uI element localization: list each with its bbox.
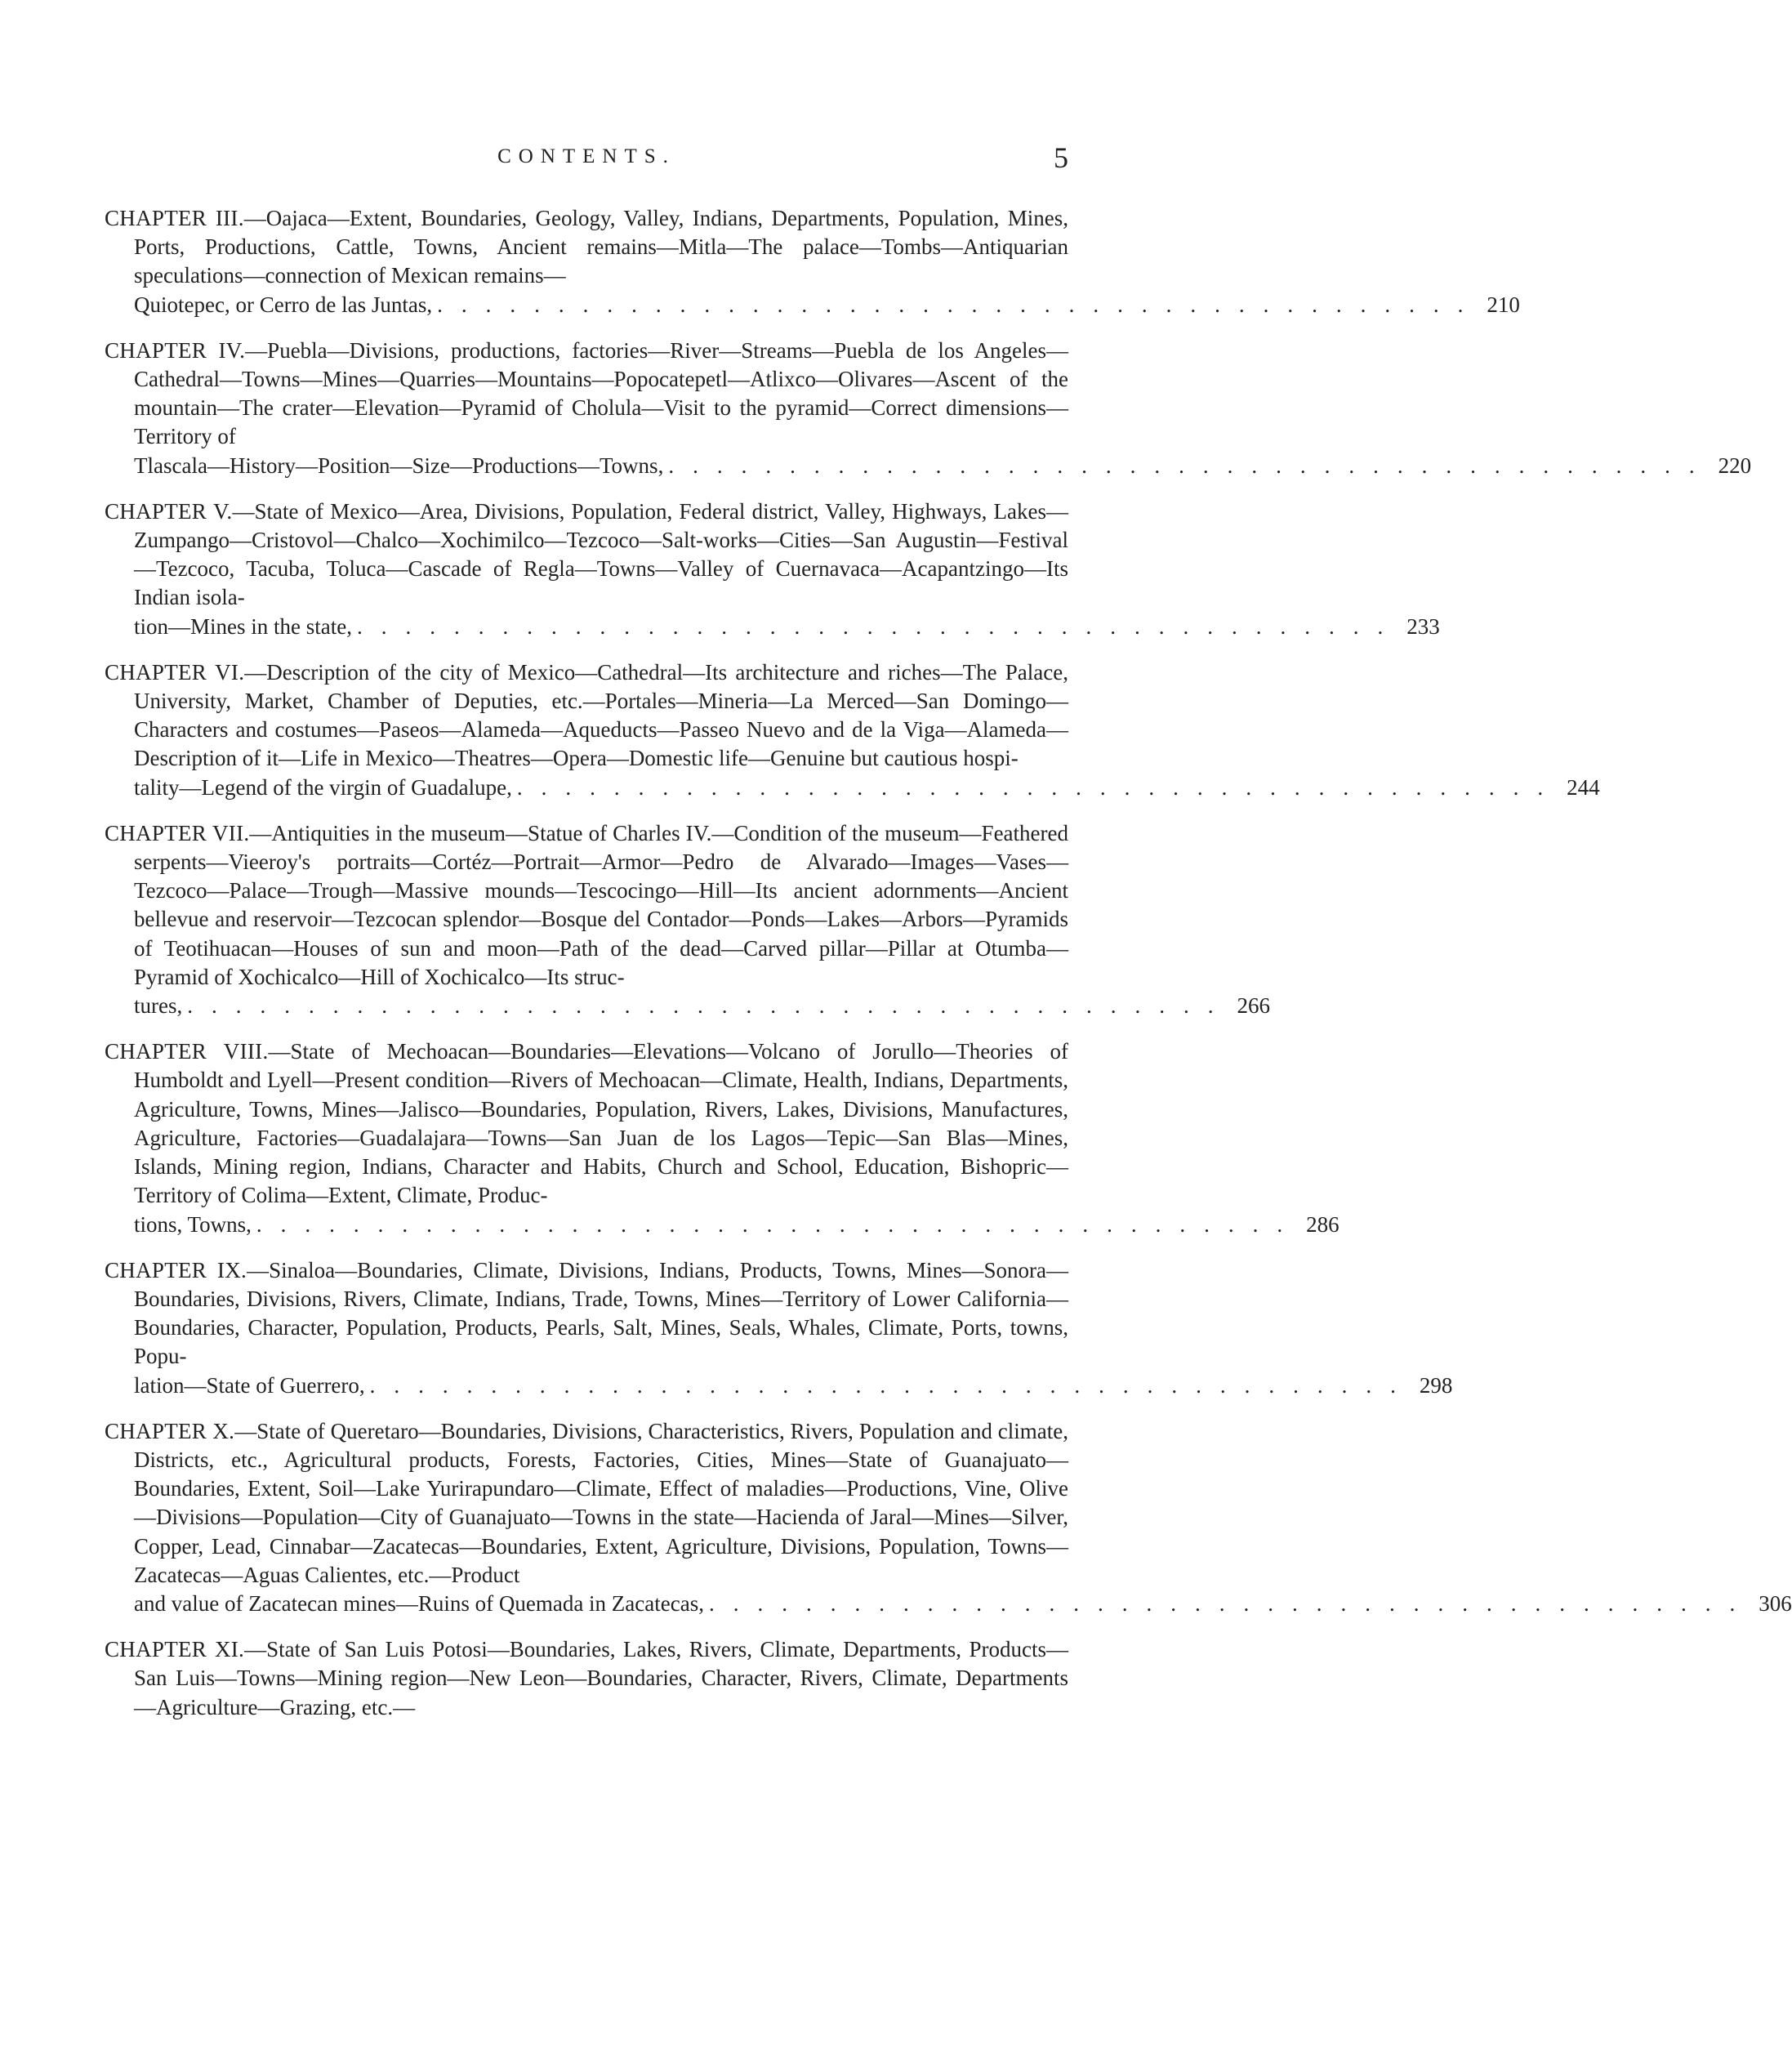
leader-line	[134, 452, 1752, 480]
leader-line	[134, 1371, 1453, 1400]
dot-leader: ...........................................	[256, 1211, 1302, 1237]
dot-leader: ...........................................	[668, 453, 1714, 478]
chapter-page-number: 220	[1718, 453, 1752, 478]
dot-leader: ...........................................	[187, 993, 1233, 1019]
running-title: CONTENTS.	[497, 145, 675, 167]
dot-leader: ...........................................	[437, 292, 1482, 317]
contents-list	[105, 204, 1792, 1739]
chapter-summary: —State of Queretaro—Boundaries, Divisions, Characteristics, Rivers, Population and climate, Districts, etc., Agricultural products, Forests, Factories, Cities, Mines—State of Guanajuato—Boundaries, Extent, Soil—Lake Yurirapundaro—Climate, Effect of maladies—Productions, Vine, Olive—Divisions—Population—City of Guanajuato—Towns in the state—Hacienda of Jaral—Mines—Silver, Copper, Lead, Cinnabar—Zacatecas—Boundaries, Extent, Agriculture, Divisions, Population, Towns—Zacatecas—Aguas Calientes, etc.—Product	[134, 1418, 1068, 1587]
dot-leader: ...........................................	[708, 1590, 1754, 1616]
dot-leader: ...........................................	[356, 613, 1402, 639]
chapter-label: CHAPTER VIII.	[105, 1039, 269, 1064]
leader-line	[134, 1590, 1792, 1618]
chapter-label: CHAPTER VI.	[105, 659, 245, 685]
chapter-summary-end: tion—Mines in the state,	[134, 613, 352, 639]
chapter-label: CHAPTER VII.	[105, 820, 250, 845]
chapter-page-number: 306	[1759, 1590, 1792, 1616]
leader-line	[134, 992, 1270, 1020]
chapter-label: CHAPTER X.	[105, 1418, 235, 1443]
chapter-label: CHAPTER IX.	[105, 1257, 247, 1282]
chapter-summary-end: and value of Zacatecan mines—Ruins of Quemada in Zacatecas,	[134, 1590, 704, 1616]
chapter-page-number: 286	[1306, 1211, 1340, 1237]
chapter-summary: —Sinaloa—Boundaries, Climate, Divisions, Indians, Products, Towns, Mines—Sonora—Boundaries, Divisions, Rivers, Climate, Indians, Trade, Towns, Mines—Territory of Lower California—Boundaries, Character, Population, Products, Pearls, Salt, Mines, Seals, Whales, Climate, Ports, towns, Popu-	[134, 1257, 1068, 1369]
chapter-page-number: 266	[1237, 993, 1270, 1019]
chapter-entry-7	[105, 819, 1270, 1020]
leader-line	[134, 613, 1440, 641]
chapter-entry-4	[105, 337, 1752, 480]
chapter-summary: —Puebla—Divisions, productions, factories—River—Streams—Puebla de los Angeles—Cathedral—Towns—Mines—Quarries—Mountains—Popocatepetl—Atlixco—Olivares—Ascent of the mountain—The crater—Elevation—Pyramid of Cholula—Visit to the pyramid—Correct dimensions—Territory of	[134, 337, 1068, 449]
chapter-entry-5	[105, 497, 1440, 641]
chapter-entry-9	[105, 1256, 1453, 1400]
chapter-summary: —State of San Luis Potosi—Boundaries, Lakes, Rivers, Climate, Departments, Products—San Luis—Towns—Mining region—New Leon—Boundaries, Character, Rivers, Climate, Departments—Agriculture—Grazing, etc.—	[134, 1637, 1068, 1719]
chapter-entry-10	[105, 1417, 1792, 1618]
chapter-entry-6	[105, 658, 1600, 802]
leader-line	[134, 291, 1520, 319]
chapter-summary-end: tions, Towns,	[134, 1211, 252, 1237]
dot-leader: ...........................................	[516, 774, 1562, 800]
page-number: 5	[1054, 141, 1068, 174]
chapter-summary-end: tures,	[134, 993, 183, 1019]
chapter-label: CHAPTER III.	[105, 206, 244, 230]
chapter-page-number: 210	[1487, 292, 1520, 317]
chapter-summary-end: lation—State of Guerrero,	[134, 1372, 365, 1398]
chapter-summary-end: Quiotepec, or Cerro de las Juntas,	[134, 292, 433, 317]
chapter-summary: —Description of the city of Mexico—Cathedral—Its architecture and riches—The Palace, University, Market, Chamber of Deputies, etc.—Portales—Mineria—La Merced—San Domingo—Characters and costumes—Paseos—Alameda—Aqueducts—Passeo Nuevo and de la Viga—Alameda—Description of it—Life in Mexico—Theatres—Opera—Domestic life—Genuine but cautious hospi-	[134, 659, 1068, 771]
chapter-summary: —Oajaca—Extent, Boundaries, Geology, Valley, Indians, Departments, Population, Mines, Ports, Productions, Cattle, Towns, Ancient remains—Mitla—The palace—Tombs—Antiquarian speculations—connection of Mexican remains—	[134, 206, 1068, 288]
leader-line	[134, 774, 1600, 802]
chapter-summary: —Antiquities in the museum—Statue of Charles IV.—Condition of the museum—Feathered serpents—Vieeroy's portraits—Cortéz—Portrait—Armor—Pedro de Alvarado—Images—Vases—Tezcoco—Palace—Trough—Massive mounds—Tescocingo—Hill—Its ancient adornments—Ancient bellevue and reservoir—Tezcocan splendor—Bosque del Contador—Ponds—Lakes—Arbors—Pyramids of Teotihuacan—Houses of sun and moon—Path of the dead—Carved pillar—Pillar at Otumba—Pyramid of Xochicalco—Hill of Xochicalco—Its struc-	[134, 820, 1069, 989]
chapter-summary-end: tality—Legend of the virgin of Guadalupe,	[134, 774, 512, 800]
chapter-entry-3	[105, 204, 1520, 319]
leader-line	[134, 1211, 1340, 1239]
chapter-summary: —State of Mechoacan—Boundaries—Elevations—Volcano of Jorullo—Theories of Humboldt and Lyell—Present condition—Rivers of Mechoacan—Climate, Health, Indians, Departments, Agriculture, Towns, Mines—Jalisco—Boundaries, Population, Rivers, Lakes, Divisions, Manufactures, Agriculture, Factories—Guadalajara—Towns—San Juan de los Lagos—Tepic—San Blas—Mines, Islands, Mining region, Indians, Character and Habits, Church and School, Education, Bishopric—Territory of Colima—Extent, Climate, Produc-	[134, 1039, 1068, 1208]
chapter-page-number: 244	[1567, 774, 1600, 800]
running-head	[105, 140, 1068, 176]
chapter-entry-8	[105, 1037, 1340, 1238]
dot-leader: ...........................................	[369, 1372, 1415, 1398]
chapter-entry-11	[105, 1635, 1068, 1722]
chapter-summary-end: Tlascala—History—Position—Size—Productions—Towns,	[134, 453, 664, 478]
chapter-summary: —State of Mexico—Area, Divisions, Population, Federal district, Valley, Highways, Lakes—Zumpango—Cristovol—Chalco—Xochimilco—Tezcoco—Salt-works—Cities—San Augustin—Festival—Tezcoco, Tacuba, Toluca—Cascade of Regla—Towns—Valley of Cuernavaca—Acapantzingo—Its Indian isola-	[134, 498, 1069, 610]
chapter-page-number: 233	[1406, 613, 1440, 639]
chapter-label: CHAPTER V.	[105, 498, 233, 524]
chapter-page-number: 298	[1419, 1372, 1453, 1398]
chapter-label: CHAPTER XI.	[105, 1637, 245, 1662]
chapter-label: CHAPTER IV.	[105, 337, 246, 363]
